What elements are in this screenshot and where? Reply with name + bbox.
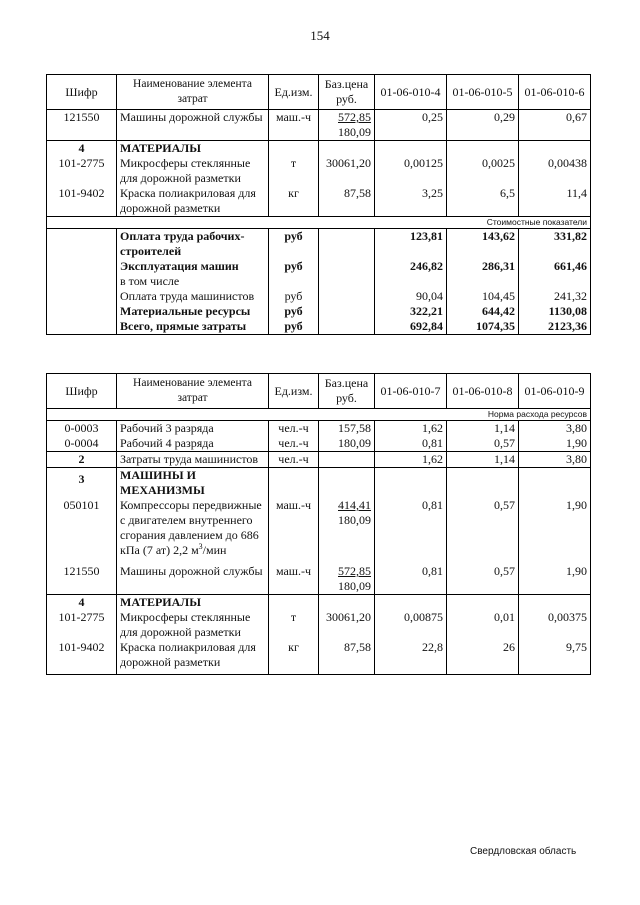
row-price: 30061,20 <box>319 610 375 640</box>
row-name <box>117 498 269 558</box>
table-header-row <box>47 374 591 409</box>
col-code-header: Шифр <box>47 75 117 110</box>
price-secondary: 180,09 <box>338 579 371 593</box>
row-value: 1,90 <box>519 436 591 452</box>
row-value: 0,29 <box>447 110 519 141</box>
col-name-header: Наименование элемента затрат <box>117 374 269 409</box>
cost-row <box>47 229 591 260</box>
row-unit: чел.-ч <box>269 421 319 437</box>
row-unit: чел.-ч <box>269 452 319 468</box>
table-header-row <box>47 75 591 110</box>
price-secondary: 180,09 <box>338 513 371 527</box>
section-title: МАТЕРИАЛЫ <box>117 141 269 157</box>
row-value: 22,8 <box>375 640 447 675</box>
col-header-2: 01-06-010-8 <box>447 374 519 409</box>
row-value: 0,00438 <box>519 156 591 186</box>
row-value: 1,62 <box>375 421 447 437</box>
table-row <box>47 421 591 437</box>
row-unit: чел.-ч <box>269 436 319 452</box>
row-code: 101-2775 <box>47 610 117 640</box>
row-unit: маш.-ч <box>269 564 319 595</box>
col-unit-header: Ед.изм. <box>269 374 319 409</box>
row-name-text: Компрессоры передвижные с двигателем внутреннего сгорания давлением до 686 кПа (7 ат) 2,2 м <box>120 498 262 557</box>
section-code: 3 <box>47 468 117 499</box>
row-price: 87,58 <box>319 186 375 217</box>
cost-name: Оплата труда машинистов <box>117 289 269 304</box>
section-row <box>47 595 591 611</box>
resource-table-1 <box>46 74 591 335</box>
cost-value: 661,46 <box>519 259 591 289</box>
table-row <box>47 436 591 452</box>
row-value: 0,00875 <box>375 610 447 640</box>
section-code: 2 <box>47 452 117 468</box>
footer-region-label: Свердловская область <box>470 846 577 857</box>
row-value: 1,90 <box>519 564 591 595</box>
cost-value: 90,04 <box>375 289 447 304</box>
price-primary: 572,85 <box>338 564 371 578</box>
cost-unit: руб <box>269 289 319 304</box>
row-name: Краска полиакриловая для дорожной разметки <box>117 640 269 675</box>
row-code: 050101 <box>47 498 117 558</box>
row-value: 0,67 <box>519 110 591 141</box>
cost-name: Материальные ресурсы <box>117 304 269 319</box>
col-header-1: 01-06-010-4 <box>375 75 447 110</box>
cost-value: 104,45 <box>447 289 519 304</box>
resource-table-2 <box>46 373 591 675</box>
row-unit: т <box>269 156 319 186</box>
row-code: 121550 <box>47 564 117 595</box>
subheader-label: Стоимостные показатели <box>47 217 591 229</box>
table-row <box>47 610 591 640</box>
row-unit: маш.-ч <box>269 110 319 141</box>
page-number: 154 <box>310 28 330 43</box>
cost-row <box>47 259 591 289</box>
section-code: 4 <box>47 141 117 157</box>
row-value: 11,4 <box>519 186 591 217</box>
section-code: 4 <box>47 595 117 611</box>
row-price <box>319 498 375 558</box>
row-value: 1,14 <box>447 452 519 468</box>
row-value: 0,01 <box>447 610 519 640</box>
row-value: 26 <box>447 640 519 675</box>
col-header-3: 01-06-010-6 <box>519 75 591 110</box>
row-value: 0,81 <box>375 564 447 595</box>
row-value: 0,81 <box>375 498 447 558</box>
cost-row <box>47 289 591 304</box>
row-name: Микросферы стеклянные для дорожной разметки <box>117 610 269 640</box>
price-secondary: 180,09 <box>338 125 371 139</box>
col-header-2: 01-06-010-5 <box>447 75 519 110</box>
cost-value: 322,21 <box>375 304 447 319</box>
section-row <box>47 468 591 499</box>
row-unit: маш.-ч <box>269 498 319 558</box>
table-row <box>47 640 591 675</box>
row-name-tail: /мин <box>202 543 227 557</box>
row-value: 3,25 <box>375 186 447 217</box>
row-name: Микросферы стеклянные для дорожной разметки <box>117 156 269 186</box>
col-header-3: 01-06-010-9 <box>519 374 591 409</box>
cost-value: 286,31 <box>447 259 519 289</box>
row-price <box>319 110 375 141</box>
row-unit: кг <box>269 186 319 217</box>
table-row <box>47 186 591 217</box>
row-value: 3,80 <box>519 421 591 437</box>
section-row <box>47 141 591 157</box>
cost-unit: руб <box>269 319 319 335</box>
row-name: Машины дорожной службы <box>117 564 269 595</box>
row-unit: т <box>269 610 319 640</box>
cost-value: 692,84 <box>375 319 447 335</box>
row-name: Рабочий 4 разряда <box>117 436 269 452</box>
price-primary: 414,41 <box>338 498 371 512</box>
row-unit: кг <box>269 640 319 675</box>
row-price: 157,58 <box>319 421 375 437</box>
row-name: Рабочий 3 разряда <box>117 421 269 437</box>
table-row <box>47 110 591 141</box>
cost-row <box>47 319 591 335</box>
row-price <box>319 564 375 595</box>
cost-value: 143,62 <box>447 229 519 260</box>
col-code-header: Шифр <box>47 374 117 409</box>
row-value: 0,81 <box>375 436 447 452</box>
cost-value: 2123,36 <box>519 319 591 335</box>
cost-value: 644,42 <box>447 304 519 319</box>
cost-name: Всего, прямые затраты <box>117 319 269 335</box>
row-value: 1,14 <box>447 421 519 437</box>
subheader-row <box>47 217 591 229</box>
row-value: 1,62 <box>375 452 447 468</box>
col-price-header: Баз.цена руб. <box>319 75 375 110</box>
price-primary: 572,85 <box>338 110 371 124</box>
cost-name: Оплата труда рабочих-строителей <box>117 229 269 260</box>
cost-name <box>117 259 269 289</box>
row-value: 6,5 <box>447 186 519 217</box>
col-header-1: 01-06-010-7 <box>375 374 447 409</box>
section-title: МАТЕРИАЛЫ <box>117 595 269 611</box>
row-value: 0,0025 <box>447 156 519 186</box>
row-value: 0,57 <box>447 498 519 558</box>
row-value: 1,90 <box>519 498 591 558</box>
row-value: 0,57 <box>447 564 519 595</box>
row-value: 0,00125 <box>375 156 447 186</box>
subheader-label: Норма расхода ресурсов <box>47 409 591 421</box>
row-name: Машины дорожной службы <box>117 110 269 141</box>
row-code: 0-0004 <box>47 436 117 452</box>
cost-name-sub: в том числе <box>120 274 180 288</box>
row-price: 87,58 <box>319 640 375 675</box>
row-name-sup: 3 <box>198 542 203 551</box>
cost-value: 241,32 <box>519 289 591 304</box>
row-price: 180,09 <box>319 436 375 452</box>
cost-value: 123,81 <box>375 229 447 260</box>
cost-unit: руб <box>269 259 319 289</box>
row-name: Краска полиакриловая для дорожной разметки <box>117 186 269 217</box>
table-row <box>47 564 591 595</box>
row-value: 0,25 <box>375 110 447 141</box>
table-row <box>47 498 591 558</box>
col-price-header: Баз.цена руб. <box>319 374 375 409</box>
table-row <box>47 156 591 186</box>
cost-value: 246,82 <box>375 259 447 289</box>
subheader-row <box>47 409 591 421</box>
cost-value: 1130,08 <box>519 304 591 319</box>
section-title: МАШИНЫ И МЕХАНИЗМЫ <box>117 468 269 499</box>
row-code: 101-9402 <box>47 640 117 675</box>
row-code: 0-0003 <box>47 421 117 437</box>
row-name: Затраты труда машинистов <box>117 452 269 468</box>
row-value: 9,75 <box>519 640 591 675</box>
row-code: 101-9402 <box>47 186 117 217</box>
row-code: 121550 <box>47 110 117 141</box>
cost-unit: руб <box>269 304 319 319</box>
row-value: 0,00375 <box>519 610 591 640</box>
row-price: 30061,20 <box>319 156 375 186</box>
cost-value: 1074,35 <box>447 319 519 335</box>
col-name-header: Наименование элемента затрат <box>117 75 269 110</box>
cost-row <box>47 304 591 319</box>
row-value: 0,57 <box>447 436 519 452</box>
section-row <box>47 452 591 468</box>
row-code: 101-2775 <box>47 156 117 186</box>
row-value: 3,80 <box>519 452 591 468</box>
col-unit-header: Ед.изм. <box>269 75 319 110</box>
cost-unit: руб <box>269 229 319 260</box>
cost-name-main: Эксплуатация машин <box>120 259 239 273</box>
cost-value: 331,82 <box>519 229 591 260</box>
